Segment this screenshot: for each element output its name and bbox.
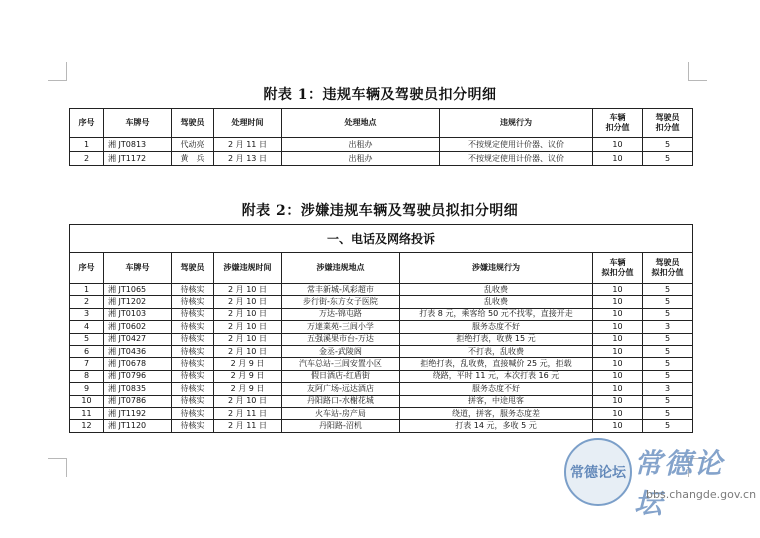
cell-behavior: 不按规定使用计价器、议价 [440, 152, 593, 166]
table2-title: 附表 2：涉嫌违规车辆及驾驶员拟扣分明细 [241, 203, 519, 219]
table-row [70, 284, 693, 296]
cell-vehicle-points: 10 [593, 383, 643, 395]
cell-seq: 11 [70, 407, 104, 419]
header-time: 处理时间 [214, 109, 282, 138]
cell-plate: 湘 JT0602 [104, 321, 172, 333]
cell-vehicle-points: 10 [593, 358, 643, 370]
cell-plate: 湘 JT0436 [104, 345, 172, 357]
cell-plate: 湘 JT0813 [104, 138, 172, 152]
cell-driver-points: 3 [643, 321, 693, 333]
cell-seq: 1 [70, 138, 104, 152]
cell-vehicle-points: 10 [593, 333, 643, 345]
cell-plate: 湘 JT0103 [104, 308, 172, 320]
cell-place: 丹阳路-沼机 [282, 420, 400, 432]
cell-driver-points: 5 [643, 296, 693, 308]
cell-time: 2 月 10 日 [214, 308, 282, 320]
cell-place: 常丰新城-风彩超市 [282, 284, 400, 296]
header-plate: 车牌号 [104, 253, 172, 284]
cell-vehicle-points: 10 [593, 370, 643, 382]
cell-behavior: 乱收费 [400, 296, 593, 308]
cell-place: 假日酒店-红盾街 [282, 370, 400, 382]
header-driver: 驾驶员 [172, 109, 214, 138]
cell-seq: 6 [70, 345, 104, 357]
cell-time: 2 月 13 日 [214, 152, 282, 166]
cell-place: 五强溪果市台-万达 [282, 333, 400, 345]
cell-driver-points: 5 [643, 284, 693, 296]
cell-seq: 12 [70, 420, 104, 432]
cell-plate: 湘 JT1172 [104, 152, 172, 166]
table-row [70, 407, 693, 419]
cell-plate: 湘 JT1192 [104, 407, 172, 419]
violation-table [69, 108, 693, 166]
cell-vehicle-points: 10 [593, 321, 643, 333]
header-behavior: 违规行为 [440, 109, 593, 138]
cell-driver-points: 5 [643, 152, 693, 166]
cell-seq: 3 [70, 308, 104, 320]
header-plate: 车牌号 [104, 109, 172, 138]
cell-driver: 待核实 [172, 284, 214, 296]
cell-behavior: 服务态度不好 [400, 383, 593, 395]
cell-driver: 待核实 [172, 321, 214, 333]
table-row [70, 370, 693, 382]
cell-time: 2 月 11 日 [214, 138, 282, 152]
cell-behavior: 不按规定使用计价器、议价 [440, 138, 593, 152]
header-behavior: 涉嫌违规行为 [400, 253, 593, 284]
cell-driver-points: 5 [643, 395, 693, 407]
cell-plate: 湘 JT0678 [104, 358, 172, 370]
cell-driver-points: 5 [643, 138, 693, 152]
table-row [70, 296, 693, 308]
cell-plate: 湘 JT1065 [104, 284, 172, 296]
cell-behavior: 拒绝打表，收费 15 元 [400, 333, 593, 345]
table-row [70, 358, 693, 370]
cell-time: 2 月 10 日 [214, 345, 282, 357]
table-row [70, 138, 693, 152]
table-row [70, 333, 693, 345]
cell-time: 2 月 11 日 [214, 407, 282, 419]
cell-behavior: 打表 8 元，乘客给 50 元不找零，直接开走 [400, 308, 593, 320]
cell-place: 步行街-东方女子医院 [282, 296, 400, 308]
cell-driver-points: 5 [643, 345, 693, 357]
cell-time: 2 月 9 日 [214, 358, 282, 370]
cell-place: 万达-锦屯路 [282, 308, 400, 320]
cell-driver: 待核实 [172, 333, 214, 345]
cell-place: 出租办 [282, 152, 440, 166]
cell-driver-points: 5 [643, 333, 693, 345]
cell-driver-points: 5 [643, 308, 693, 320]
cell-driver: 待核实 [172, 395, 214, 407]
cell-vehicle-points: 10 [593, 296, 643, 308]
cell-vehicle-points: 10 [593, 407, 643, 419]
table1-title: 附表 1：违规车辆及驾驶员扣分明细 [263, 87, 497, 103]
cell-time: 2 月 10 日 [214, 321, 282, 333]
cell-place: 友阿广场-远达酒店 [282, 383, 400, 395]
cell-driver: 待核实 [172, 370, 214, 382]
cell-vehicle-points: 10 [593, 420, 643, 432]
cell-vehicle-points: 10 [593, 345, 643, 357]
cell-time: 2 月 10 日 [214, 296, 282, 308]
cell-time: 2 月 10 日 [214, 284, 282, 296]
cell-driver: 待核实 [172, 383, 214, 395]
cell-seq: 2 [70, 296, 104, 308]
header-seq: 序号 [70, 253, 104, 284]
cell-time: 2 月 10 日 [214, 333, 282, 345]
cell-time: 2 月 9 日 [214, 370, 282, 382]
cell-plate: 湘 JT0796 [104, 370, 172, 382]
site-watermark [564, 438, 757, 520]
cell-driver: 待核实 [172, 407, 214, 419]
cell-place: 金丞-武陵阁 [282, 345, 400, 357]
cell-driver: 待核实 [172, 420, 214, 432]
cell-driver-points: 5 [643, 407, 693, 419]
cell-driver: 待核实 [172, 345, 214, 357]
cell-seq: 8 [70, 370, 104, 382]
cell-place: 丹阳路口-水榭花城 [282, 395, 400, 407]
cell-seq: 10 [70, 395, 104, 407]
crop-mark-top-right [688, 62, 707, 81]
cell-place: 万達業苑-三闾小学 [282, 321, 400, 333]
table-row [70, 395, 693, 407]
cell-vehicle-points: 10 [593, 152, 643, 166]
header-driver: 驾驶员 [172, 253, 214, 284]
cell-behavior: 拼客，中途甩客 [400, 395, 593, 407]
cell-driver-points: 3 [643, 383, 693, 395]
cell-driver: 代动亮 [172, 138, 214, 152]
cell-behavior: 乱收费 [400, 284, 593, 296]
cell-plate: 湘 JT1202 [104, 296, 172, 308]
cell-behavior: 不打表，乱收费 [400, 345, 593, 357]
header-place: 涉嫌违规地点 [282, 253, 400, 284]
cell-behavior: 拒绝打表，乱收费，直接喊价 25 元，拒载 [400, 358, 593, 370]
cell-behavior: 打表 14 元，多收 5 元 [400, 420, 593, 432]
cell-plate: 湘 JT0835 [104, 383, 172, 395]
cell-place: 汽车总站-三闾安置小区 [282, 358, 400, 370]
table-row [70, 152, 693, 166]
cell-plate: 湘 JT1120 [104, 420, 172, 432]
cell-seq: 5 [70, 333, 104, 345]
cell-driver: 待核实 [172, 296, 214, 308]
table-row [70, 383, 693, 395]
cell-place: 出租办 [282, 138, 440, 152]
table-row [70, 321, 693, 333]
suspected-violation-table [69, 224, 693, 433]
cell-behavior: 绕道，拼客，服务态度差 [400, 407, 593, 419]
cell-place: 火车站-房产局 [282, 407, 400, 419]
table1-header-row [70, 109, 693, 138]
header-place: 处理地点 [282, 109, 440, 138]
cell-time: 2 月 10 日 [214, 395, 282, 407]
header-seq: 序号 [70, 109, 104, 138]
header-time: 涉嫌违规时间 [214, 253, 282, 284]
table-row [70, 345, 693, 357]
header-driver-points: 驾驶员 拟扣分值 [643, 253, 693, 284]
cell-seq: 9 [70, 383, 104, 395]
cell-seq: 1 [70, 284, 104, 296]
cell-driver-points: 5 [643, 420, 693, 432]
cell-seq: 7 [70, 358, 104, 370]
crop-mark-bottom-left [48, 458, 67, 477]
cell-vehicle-points: 10 [593, 308, 643, 320]
cell-driver: 待核实 [172, 308, 214, 320]
header-vehicle-points: 车辆 拟扣分值 [593, 253, 643, 284]
header-vehicle-points: 车辆 扣分值 [593, 109, 643, 138]
cell-seq: 4 [70, 321, 104, 333]
watermark-brand: 常德论坛 [634, 447, 725, 520]
cell-driver-points: 5 [643, 358, 693, 370]
cell-time: 2 月 9 日 [214, 383, 282, 395]
cell-plate: 湘 JT0786 [104, 395, 172, 407]
watermark-seal-icon: 常德论坛 [564, 438, 632, 506]
cell-vehicle-points: 10 [593, 284, 643, 296]
cell-driver: 黄 兵 [172, 152, 214, 166]
cell-driver: 待核实 [172, 358, 214, 370]
cell-time: 2 月 11 日 [214, 420, 282, 432]
crop-mark-top-left [48, 62, 67, 81]
table2-header-row [70, 253, 693, 284]
section-title: 一、电话及网络投诉 [70, 225, 693, 253]
header-driver-points: 驾驶员 扣分值 [643, 109, 693, 138]
cell-vehicle-points: 10 [593, 138, 643, 152]
table-row [70, 420, 693, 432]
cell-driver-points: 5 [643, 370, 693, 382]
cell-behavior: 服务态度不好 [400, 321, 593, 333]
watermark-url: bbs.changde.gov.cn [646, 488, 757, 501]
cell-plate: 湘 JT0427 [104, 333, 172, 345]
cell-behavior: 绕路，平时 11 元，本次打表 16 元 [400, 370, 593, 382]
table-row [70, 308, 693, 320]
cell-vehicle-points: 10 [593, 395, 643, 407]
cell-seq: 2 [70, 152, 104, 166]
